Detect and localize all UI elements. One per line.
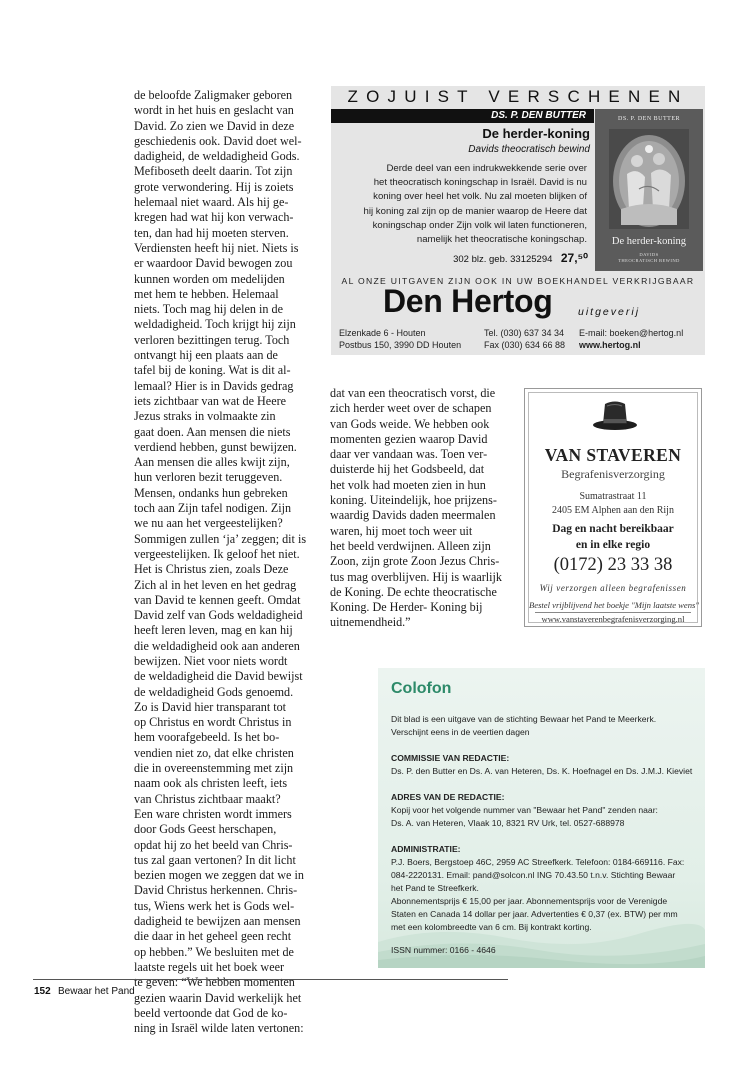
article-line: dadigheid, de weldadigheid Gods. <box>134 149 300 164</box>
publisher-address <box>339 328 461 351</box>
article-line: Zich al in het leven en het gedrag <box>134 577 297 592</box>
funeral-advertisement <box>524 388 702 627</box>
publisher-phones <box>484 328 565 351</box>
colofon-admin-line: 084-2220131. Email: pand@solcon.nl ING 70.43.50 t.n.v. Stichting Bewaar <box>391 870 676 880</box>
colofon-issn: ISSN nummer: 0166 - 4646 <box>391 945 496 955</box>
funeral-care-note: Wij verzorgen alleen begrafenissen <box>539 583 687 593</box>
article-line: momenten gezien waarop David <box>330 431 488 446</box>
colofon-admin-line: P.J. Boers, Bergstoep 46C, 2959 AC Streefkerk. Telefoon: 0184-669116. Fax: <box>391 857 685 867</box>
publisher-email[interactable]: E-mail: boeken@hertog.nl <box>579 328 684 338</box>
article-line: bezien mogen we zeggen dat we in <box>134 868 304 883</box>
ad-description-line: Derde deel van een indrukwekkende serie over <box>386 163 587 174</box>
funeral-availability-1: Dag en nacht bereikbaar <box>552 523 674 535</box>
publisher-website[interactable]: www.hertog.nl <box>579 339 641 350</box>
book-cover <box>595 109 703 271</box>
article-line: grote verwondering. Hij is zoiets <box>134 179 294 194</box>
funeral-divider <box>535 612 691 613</box>
colofon-admin-line: met een kolombreedte van 6 cm. Bij kontrakt korting. <box>391 922 592 932</box>
article-line: waren, hij moet toch weer uit <box>330 523 473 538</box>
article-line: Een ware christen wordt immers <box>134 806 292 821</box>
funeral-street: Sumatrastraat 11 <box>579 491 647 502</box>
article-line: die weldadigheid ook aan anderen <box>134 638 300 653</box>
ad-price <box>453 249 588 267</box>
article-line: dat van een theocratisch vorst, die <box>330 386 496 400</box>
cover-subtitle <box>595 252 703 264</box>
article-line: David Christus herkennen. Chris- <box>134 883 298 898</box>
book-advertisement <box>331 86 705 355</box>
cover-title: De herder-koning <box>611 236 687 247</box>
article-line: laatste regels uit het boek weer <box>134 959 285 974</box>
article-line: van David te kennen geeft. Omdat <box>134 592 301 607</box>
colofon-address-heading: ADRES VAN DE REDACTIE: <box>391 792 505 802</box>
cover-subtitle-line1: DAVIDS <box>639 252 659 257</box>
article-line: er waardoor David bewogen zou <box>134 256 293 271</box>
cover-author: DS. P. DEN BUTTER <box>617 116 680 122</box>
colofon-admin-line: Staten en Canada 14 dollar per jaar. Advertenties € 0,37 (ex. BTW) per mm <box>391 909 678 919</box>
article-line: helemaal niet waard. Als hij ge- <box>134 195 289 210</box>
ad-description <box>337 162 587 247</box>
article-line: Mensen, ondanks hun gebreken <box>134 485 288 500</box>
colofon-editors-text: Ds. P. den Butter en Ds. A. van Heteren, Ds. K. Hoefnagel en Ds. J.M.J. Kieviet <box>391 766 693 776</box>
address-line-2: Postbus 150, 3990 DD Houten <box>339 339 462 350</box>
publication-name: Bewaar het Pand <box>58 986 135 997</box>
article-line: op Christus en wordt Christus in <box>134 715 292 730</box>
article-line: Jezus straks in volmaakte zin <box>134 409 276 424</box>
colofon-admin-line: het Pand te Streefkerk. <box>391 883 479 893</box>
article-line: Zo is David hier transparant tot <box>134 699 287 714</box>
publisher-sub: uitgeverij <box>578 306 641 318</box>
funeral-company-type: Begrafenisverzorging <box>561 467 665 481</box>
article-line: Het is Christus zien, zoals Deze <box>134 562 289 577</box>
article-line: Mefiboseth deelt daarin. Tot zijn <box>134 164 293 179</box>
colofon-admin-line: Abonnementsprijs € 15,00 per jaar. Abonnementsprijs voor de Verenigde <box>391 896 668 906</box>
top-hat-icon <box>591 397 639 433</box>
article-line: door Gods Geest herschapen, <box>134 822 277 837</box>
funeral-order-note: Bestel vrijblijvend het boekje "Mijn laatste wens" <box>529 600 699 610</box>
colofon-administration <box>391 843 696 934</box>
article-column-1 <box>134 88 316 1036</box>
colofon-editors <box>391 752 696 778</box>
article-line: tafel bij de koning. Wat is dit al- <box>134 363 291 378</box>
article-line: David. Zo zien we David in deze <box>134 118 295 133</box>
article-line: Sommigen zullen ‘ja’ zeggen; dit is <box>134 531 307 546</box>
ad-description-line: hij koning zal zijn op de manier waarop de Heere dat <box>363 205 587 217</box>
publisher-fax: Fax (030) 634 66 88 <box>484 339 566 350</box>
article-line: Aan mensen die alles kwijt zijn, <box>134 455 290 470</box>
article-line: beeld vertoonde dat God de ko- <box>134 1005 288 1020</box>
article-line: op hebben.” We besluiten met de <box>134 944 294 959</box>
article-line: hun verloren bezit teruggeven. <box>134 470 283 485</box>
article-line: Zoon, zijn grote Zoon Jezus Chris- <box>330 554 500 569</box>
colofon-intro-line-1: Dit blad is een uitgave van de stichting Bewaar het Pand te Meerkerk. <box>391 714 657 724</box>
article-line: David zelf van Gods weldadigheid <box>134 608 303 623</box>
article-line: bewijzen. Niet voor niets wordt <box>134 653 288 668</box>
article-line: tus, Wiens werk het is Gods wel- <box>134 898 295 913</box>
article-line: de weldadigheid die David bewijst <box>134 669 303 684</box>
article-line: naam ook als christen leeft, iets <box>134 776 288 791</box>
publisher-phone: Tel. (030) 637 34 34 <box>484 328 565 338</box>
cover-illustration <box>609 129 689 229</box>
ad-heading: ZOJUIST VERSCHENEN <box>347 87 689 106</box>
article-line: kregen had wat hij kon verwach- <box>134 210 294 225</box>
funeral-website[interactable]: www.vanstaverenbegrafenisverzorging.nl <box>541 614 685 624</box>
article-line: Koning. De Herder- Koning bij <box>330 600 483 615</box>
article-line: daar ver vandaan was. Toen ver- <box>330 447 488 462</box>
colofon-title: Colofon <box>391 680 452 697</box>
article-line: opdat hij zo het beeld van Chris- <box>134 837 293 852</box>
article-line: weldadigheid. Toch krijgt hij zijn <box>134 317 296 332</box>
ad-book-subtitle: Davids theocratisch bewind <box>468 144 590 155</box>
article-line: lemaal? Hier is in Davids gedrag <box>134 378 294 393</box>
article-line: heeft leren leven, mag en kan hij <box>134 623 293 638</box>
article-line: niets. Toch mag hij delen in de <box>134 302 283 317</box>
article-line: ning in Israël wilde laten vertonen: <box>134 1021 304 1036</box>
colofon-address-line-1: Kopij voor het volgende nummer van "Bewaar het Pand" zenden naar: <box>391 805 658 815</box>
funeral-phone: (0172) 23 33 38 <box>553 555 673 575</box>
page-number: 152 <box>34 986 51 997</box>
cover-subtitle-line2: THEOCRATISCH BEWIND <box>618 258 680 263</box>
article-line: uitnemendheid.” <box>330 615 411 630</box>
article-line: waardig Davids daden meermalen <box>330 508 496 523</box>
ad-description-line: namelijk het theocratische koningschap. <box>416 234 587 246</box>
colofon-admin-heading: ADMINISTRATIE: <box>391 844 461 854</box>
article-line: tus mag overblijven. Hij is waarlijk <box>330 569 502 584</box>
article-line: die daar in het geheel geen recht <box>134 929 292 944</box>
ad-description-line: koning over heel het volk. Nu zal moeten blijken of <box>373 191 587 203</box>
article-line: dadigheid te bewijzen aan mensen <box>134 914 301 929</box>
funeral-ad-frame <box>528 392 698 623</box>
article-line: de weldadigheid Gods genoemd. <box>134 684 294 699</box>
article-line: de beloofde Zaligmaker geboren <box>134 88 293 102</box>
article-column-2 <box>330 386 512 631</box>
article-line: koning. Uiteindelijk, hoe prijzens- <box>330 493 497 508</box>
article-line: iets zichtbaar van wat de Heere <box>134 393 287 408</box>
article-line: gaat doen. Aan mensen die niets <box>134 424 291 439</box>
ad-description-line: koningschap onder Zijn volk wil laten functioneren, <box>372 219 587 231</box>
article-line: verloren bezittingen terug. Toch <box>134 332 290 347</box>
colofon-intro <box>391 713 696 739</box>
ad-tagline: AL ONZE UITGAVEN ZIJN OOK IN UW BOEKHANDEL VERKRIJGBAAR <box>341 276 695 286</box>
article-line: het beeld verdwijnen. Alleen zijn <box>330 538 491 553</box>
article-line: te geven: “We hebben momenten <box>134 975 295 990</box>
article-line: duisterde hij het Godsbeeld, dat <box>330 462 485 477</box>
article-line: Verdiensten heeft hij niet. Niets is <box>134 240 299 255</box>
colofon-box <box>378 668 705 968</box>
ad-price-details: 302 blz. geb. 33125294 <box>453 254 553 265</box>
article-line: zich herder weet over de schapen <box>330 401 492 416</box>
article-line: van Gods weide. We hebben ook <box>330 416 490 431</box>
article-line: die in overeenstemming met zijn <box>134 761 294 776</box>
funeral-city: 2405 EM Alphen aan den Rijn <box>552 505 674 516</box>
article-line: kunnen worden om medelijden <box>134 271 285 286</box>
article-line: het volk had moeten zien in hun <box>330 477 486 492</box>
article-line: gezien waarin David werkelijk het <box>134 990 302 1005</box>
article-line: we nu aan het vergeestelijken? <box>134 516 283 531</box>
ad-author-bar: DS. P. DEN BUTTER <box>331 109 594 123</box>
colofon-intro-line-2: Verschijnt eens in de veertien dagen <box>391 727 530 737</box>
article-line: met hem te hebben. Helemaal <box>134 286 279 301</box>
article-line: ten, dan had hij moeten sterven. <box>134 225 289 240</box>
funeral-company-name: VAN STAVEREN <box>544 445 682 465</box>
ad-book-title: De herder-koning <box>482 126 590 141</box>
article-line: wordt in het huis en geslacht van <box>134 103 294 118</box>
ad-description-line: het theocratisch koningschap in Israël. David is nu <box>373 177 587 189</box>
colofon-address-line-2: Ds. A. van Heteren, Vlaak 10, 8321 RV Urk, tel. 0527-688978 <box>391 818 625 828</box>
article-line: vendien niet zo, dat elke christen <box>134 745 294 760</box>
article-line: geschiedenis ook. David doet wel- <box>134 133 302 148</box>
article-line: vergeestelijken. Ik geloof het niet. <box>134 546 300 561</box>
ad-price-amount: 27,⁵⁰ <box>560 251 588 265</box>
article-line: hem voorafgebeeld. Is het bo- <box>134 730 280 745</box>
colofon-editors-heading: COMMISSIE VAN REDACTIE: <box>391 753 510 763</box>
address-line-1: Elzenkade 6 - Houten <box>339 328 426 338</box>
article-line: van Christus zichtbaar maakt? <box>134 791 281 806</box>
article-line: ontvangt hij een plaats aan de <box>134 348 278 363</box>
article-line: toch aan Zijn tafel nodigen. Zijn <box>134 501 292 516</box>
publisher-logo: Den Hertog <box>383 283 553 319</box>
footer-rule <box>33 979 508 980</box>
colofon-address <box>391 791 696 830</box>
funeral-availability-2: en in elke regio <box>575 539 651 551</box>
article-line: de Koning. De echte theocratische <box>330 584 497 599</box>
article-line: tus zal gaan vertonen? In dit licht <box>134 852 296 867</box>
article-line: verdiend hebben, gunst bewijzen. <box>134 439 297 454</box>
